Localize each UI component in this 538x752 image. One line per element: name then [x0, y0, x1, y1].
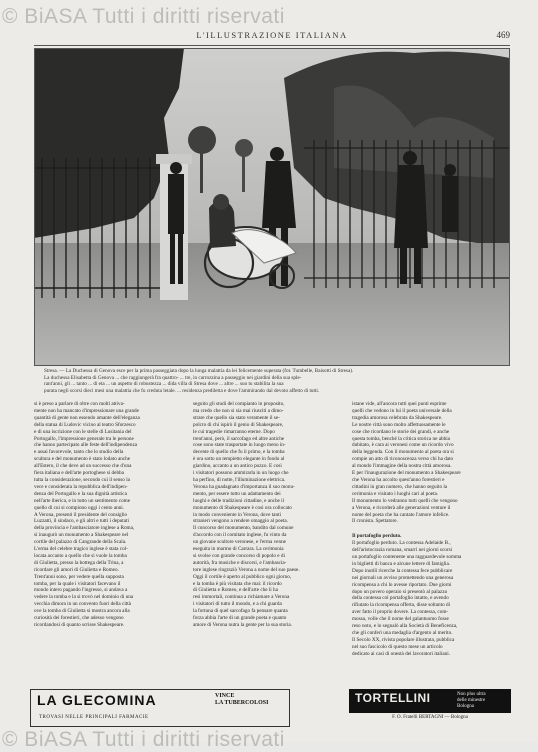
- text-line: L'erma del celebre tragico inglese è stata col-: [34, 546, 128, 553]
- text-line: e assai favorevole, tanto che lo studio della: [34, 449, 124, 456]
- text-line: è ora sotto un tempietto elegante in fondo al: [193, 456, 285, 463]
- advert-glecomina: [30, 689, 290, 727]
- advert-glecomina-name: LA GLECOMINA: [37, 692, 157, 708]
- text-line: mondo intero pagando l'ingresso, si andava a: [34, 587, 128, 594]
- text-line: che hanno partecipato alle feste dell'indipendenza: [34, 442, 138, 449]
- text-line: vece e considerata la repubblica dell'indipen-: [34, 483, 128, 490]
- text-line: vedere la tomba e la si trovò nel dominio di una: [34, 594, 134, 601]
- text-line: Luzzatti, il sindaco, e gli altri e tutti i deputati: [34, 518, 129, 525]
- text-line: istane vide, all'ancora tutti quei punti esprime: [352, 401, 447, 407]
- text-line: tutta la considerazione, secondo cui il senso la: [34, 476, 130, 483]
- text-line: i visitatori di tutto il mondo, e a chi guarda: [193, 601, 282, 608]
- text-line: ha perfino, di notte, l'illuminazione elettrica.: [193, 476, 286, 483]
- text-line: dubitato, è cara ai veronesi come un ricordo vivo: [352, 442, 454, 449]
- text-line: un portafoglio contenente una ragguardevole somma: [352, 554, 462, 561]
- text-line: a Verona, e ricorderà alle generazioni venture il: [352, 504, 451, 511]
- tagline-line: VINCE: [215, 693, 235, 699]
- text-column-3: [352, 401, 510, 658]
- watermark-top: © BiASA Tutti i diritti riservati: [2, 5, 285, 28]
- text-line: al mondo l'immagine della nostra città amorosa.: [352, 463, 452, 470]
- magazine-title: L'ILLUSTRAZIONE ITALIANA: [196, 30, 348, 40]
- text-line: eseguita in marmo di Carrara. La cerimonia: [193, 546, 284, 553]
- text-line: quelli che vedono in lui il poeta universale della: [352, 407, 452, 414]
- text-line: ricompensa a chi lo avesse riportato. Due giorni: [352, 581, 452, 588]
- advert-tortellini: [349, 689, 511, 713]
- text-line: mossa, volle che il nome del galantuomo fosse: [352, 616, 449, 623]
- text-line: ricordare gli amori di Giulietta e Romeo.: [34, 566, 119, 573]
- text-line: ma credo che non si sia mai riusciti a dimo-: [193, 407, 284, 414]
- text-line: denza del Portogallo e la sua dignità artistica: [34, 490, 127, 497]
- text-line: un giovane scultore veronese, e l'erma venne: [193, 539, 286, 546]
- text-line: di Giulietta e Romeo, e dell'arte che li ha: [193, 587, 278, 594]
- text-line: resi immortali, continua a richiamare a Verona: [193, 594, 290, 601]
- text-line: autorità, fra musiche e discorsi, e l'ambascia-: [193, 559, 287, 566]
- text-line: di Giulietta, presso la bottega della Trina, a: [34, 559, 124, 566]
- text-line: i visitatori possono ammirarla in un luogo che: [193, 470, 289, 477]
- text-column-1: [34, 401, 184, 629]
- text-line: È per l'inaugurazione del monumento a Shakespeare: [352, 470, 461, 477]
- text-line: seguito gli studi del compianto in proposito,: [193, 401, 285, 407]
- page-header: [34, 30, 510, 44]
- text-line: locata accanto a quello che si vuole la tomba: [34, 552, 127, 559]
- text-line: Portogallo, l'impressione generale tra le persone: [34, 435, 134, 442]
- text-line: ove la tomba di Giulietta si mostra ancora alla: [34, 608, 130, 615]
- text-line: Il monumento lo vedranno tutti quelli che vengono: [352, 497, 458, 504]
- tagline-line: Non plus ultra: [457, 692, 486, 697]
- text-line: tore inglese ringraziò Verona a nome del suo paese.: [193, 566, 300, 573]
- text-line: Oggi il cortile è aperto al pubblico ogni giorno,: [193, 573, 292, 580]
- advert-glecomina-subline: TROVASI NELLE PRINCIPALI FARMACIE: [39, 715, 149, 720]
- text-line: nome del poeta che ha cantato l'amore infelice.: [352, 511, 450, 518]
- caption-line-1: Stresa. — La Duchessa di Genova esce per la prima passeggiata dopo la lunga malattia da lei felicemente superata (fot. Tumbelle, Baisotti di Stresa).: [44, 368, 354, 374]
- text-line: cose sono state trasportate in luogo meno in-: [193, 442, 286, 449]
- text-line: aver fatto il proprio dovere. La contessa, com-: [352, 609, 449, 616]
- text-line: della leggenda. Con il monumento al poeta ora si: [352, 449, 454, 456]
- text-line: dedicato ai casi di onestà dei lavoratori italiani.: [352, 650, 450, 657]
- caption-line-2: La duchessa Elisabetta di Genova ... che raggiungerà fra quattro- ... tre, in carrozzina a passeggio nei giardini della sua sple-: [44, 374, 302, 381]
- text-line: Il concorso del monumento, bandito dal comune: [193, 525, 294, 532]
- header-rule: [34, 45, 510, 46]
- advert-tortellini-subline: F. O. Fratelli BERTAGNI — Bologna: [392, 715, 468, 720]
- text-line: d'accordo con il comitato inglese, fu vinto da: [193, 532, 287, 539]
- text-line: decente di quello che fu il primo, e la tomba: [193, 449, 285, 456]
- text-line: cortile del palazzo di Cangrande della Scala.: [34, 539, 127, 546]
- text-line: tragedia amorosa celebrata da Shakespeare.: [352, 414, 443, 421]
- text-line: monumento di Shakespeare è così ora collocato: [193, 504, 292, 511]
- page-number: 469: [496, 30, 510, 40]
- text-line: la fortuna di quel sarcofago fa pensare quanta: [193, 608, 288, 615]
- photograph: [34, 48, 510, 366]
- text-line: giardino, accanto a un antico pozzo. E così: [193, 463, 282, 470]
- text-line: compie un atto di riconoscenza verso chi ha dato: [352, 456, 454, 463]
- caption-line-3: rant'anni, gli ... tanto ... di eta ... un aspetto di robustezza ... dida villa di Stresa dove ... altre ... suo tu stabilita la sua: [44, 381, 284, 388]
- text-line: amore di Verona nutra la gente per la sua storia.: [193, 622, 293, 628]
- tagline-line: LA TUBERCOLOSI: [215, 700, 269, 706]
- text-line: si inaugurò un monumento a Shakespeare nel: [34, 532, 129, 539]
- article-heading: Il portafoglio perduto.: [352, 533, 402, 540]
- text-column-2: [193, 401, 343, 629]
- text-line: Le nostre città sono molto affettuosamente le: [352, 421, 446, 428]
- text-line: che gli conferì una medaglia d'argento al merito.: [352, 630, 453, 636]
- text-line: mento, per essere tutto un adattamento dei: [193, 490, 281, 497]
- advert-tortellini-name: TORTELLINI: [355, 691, 431, 705]
- text-line: all'Estero, il che deve ad un successo che d'una: [34, 463, 132, 470]
- text-line: ricordandosi di quanto scrisse Shakespeare.: [34, 622, 125, 628]
- text-line: cose che ricordano le storie dei grandi, e anche: [352, 428, 450, 435]
- text-line: Dopo inutili ricerche la contessa fece pubblicare: [352, 567, 453, 574]
- text-line: quello di cui si compiono oggi i cento anni.: [34, 504, 125, 511]
- text-line: in biglietti di banca e alcune lettere di famiglia.: [352, 560, 451, 567]
- text-line: forza abbia l'arte di un grande poeta e quanto: [193, 615, 287, 622]
- text-line: stranieri vengono a rendere omaggio al poeta.: [193, 518, 288, 525]
- text-line: della statua di Ludovic vicino al teatro Sforzesco: [34, 421, 136, 428]
- photograph-illustration: [34, 48, 510, 366]
- advert-glecomina-tagline: [215, 693, 268, 707]
- photo-caption: [44, 368, 506, 394]
- watermark-bottom: © BiASA Tutti i diritti riservati: [2, 728, 285, 751]
- text-line: trent'anni, però, il sarcofago ed altre antiche: [193, 435, 285, 442]
- caption-line-4: purata negli scorsi dieci mesi una malattia che fu creduta letale. ... residenza prediletta e dove l'ammirando dal devoto affetto di tutti.: [44, 387, 320, 394]
- text-line: vecchia dimora in un convento fuori della città: [34, 601, 131, 608]
- text-line: quantità di gente non essendo amante dell'eleganza: [34, 414, 140, 421]
- advert-tortellini-tagline: [457, 692, 486, 710]
- tagline-line: Bologna: [457, 704, 474, 709]
- text-line: A Verona, presenti il presidente del consiglio: [34, 511, 128, 518]
- text-line: nei giornali un avviso promettendo una generosa: [352, 574, 454, 581]
- text-line: luoghi e delle tradizioni cittadine, e anche il: [193, 497, 285, 504]
- text-line: Trent'anni sono, per vedere quella supposta: [34, 573, 124, 580]
- text-line: dell'aristocrazia romana, smarrì nei giorni scorsi: [352, 547, 453, 554]
- text-line: Verona ha guadagnato d'importanza il suo monu-: [193, 483, 295, 490]
- text-line: in modo conveniente in Verona, dove tanti: [193, 511, 281, 518]
- text-line: cittadini in gran numero, che hanno seguito la: [352, 483, 448, 490]
- text-line: della contessa col portafoglio intatto, e avendo: [352, 595, 449, 602]
- text-line: e di una iscrizione con le stelle di Lusitania del: [34, 428, 132, 435]
- text-line: reso noto, e lo segnalò alla Società di Beneficenza,: [352, 623, 458, 630]
- text-line: della provincia e l'ambasciatore inglese a Roma,: [34, 525, 135, 532]
- text-line: polcro di chi ispirò il genio di Shakespeare,: [193, 421, 284, 428]
- text-line: tomba, per la quale i visitatori facevano il: [34, 580, 121, 587]
- text-line: Il Secolo XX, rivista popolare illustrata, pubblica: [352, 636, 455, 643]
- text-line: le cui tragedie rimarranno eterne. Dopo: [193, 428, 275, 435]
- text-line: Il portafoglio perduto. La contessa Adelaide B.,: [352, 540, 451, 547]
- text-line: e la tomba è più visitata che mai: il ricordo: [193, 580, 282, 587]
- text-line: si svolse con grande concorso di popolo e di: [193, 552, 285, 559]
- text-line: mente non ha mancato d'impressionare una grande: [34, 407, 139, 414]
- text-line: rifiutato la ricompensa offerta, disse soltanto di: [352, 602, 451, 609]
- text-line: curiosità dei forestieri, che adesso vengono: [34, 615, 124, 622]
- text-line: Il cronista. Spettatore.: [352, 518, 398, 525]
- text-line: nell'arte iberica, e in tutto un sentimento come: [34, 497, 131, 504]
- text-line: cerimonia e visitato i luoghi cari al poeta.: [352, 490, 439, 497]
- text-line: nel suo fascicolo di questo mese un articolo: [352, 643, 443, 650]
- text-line: scultura e del monumento è stato lodato anche: [34, 456, 131, 463]
- text-line: che Verona ha accolto quest'anno forestieri e: [352, 476, 445, 483]
- text-line: questa tomba, benché la critica storica ne abbia: [352, 435, 450, 442]
- text-line: dopo un povero operaio si presentò al palazzo: [352, 588, 448, 595]
- text-line: si è preso a parlare di oltre con molti attiva-: [34, 401, 125, 407]
- text-line: strare che quello sia stato veramente il se-: [193, 414, 280, 421]
- tagline-line: delle minestre: [457, 698, 486, 703]
- column-gap: [352, 525, 510, 533]
- text-line: fiera italiana e dell'arte portoghese si debba: [34, 470, 124, 477]
